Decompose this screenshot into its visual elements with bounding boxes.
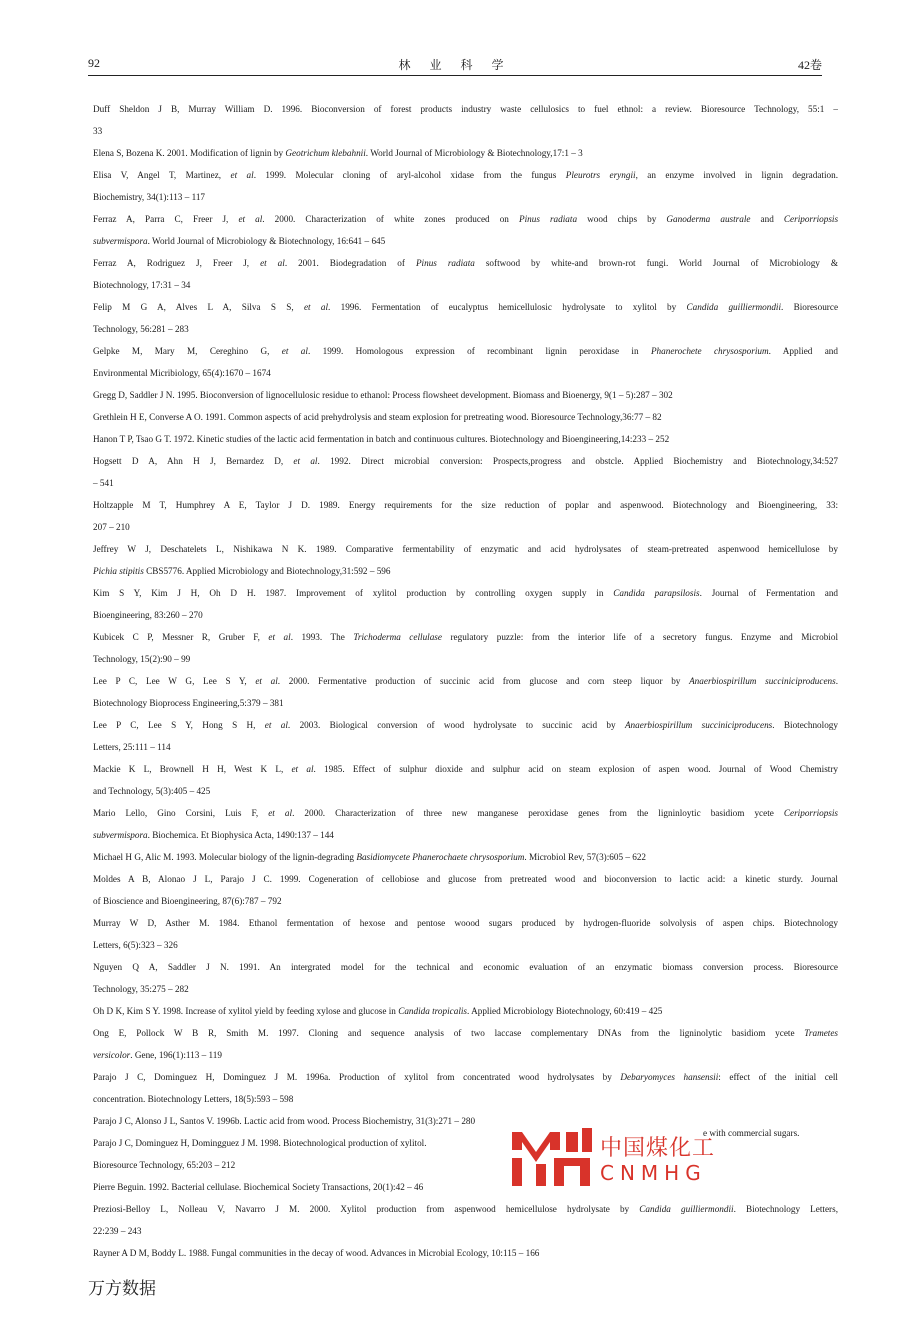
reference-entry — [93, 494, 838, 538]
reference-line-1: Michael H G, Alic M. 1993. Molecular biology of the lignin-degrading Basidiomycete Phanerochaete chrysosporium. Microbiol Rev, 57(3):605 – 622 — [93, 852, 647, 862]
reference-entry — [93, 142, 838, 164]
reference-line-1: Ferraz A, Rodriguez J, Freer J, et al. 2001. Biodegradation of Pinus radiata softwood by white-and brown-rot fungi. World Journal of Microbiology & — [93, 258, 838, 268]
reference-line-1: Ferraz A, Parra C, Freer J, et al. 2000. Characterization of white zones produced on Pinus radiata wood chips by Ganoderma australe and Ceriporriopsis — [93, 214, 838, 224]
reference-entry — [93, 846, 838, 868]
reference-entry — [93, 714, 838, 758]
reference-line-1: Lee P C, Lee S Y, Hong S H, et al. 2003. Biological conversion of wood hydrolysate to succinic acid by Anaerbiospirillum succiniciproducens. Biotechnology — [93, 720, 838, 730]
reference-line-1: Oh D K, Kim S Y. 1998. Increase of xylitol yield by feeding xylose and glucose in Candida tropicalis. Applied Microbiology Biotechnology, 60:419 – 425 — [93, 1006, 663, 1016]
watermark-footer: 万方数据 — [88, 1279, 156, 1299]
reference-line-2: Letters, 25:111 – 114 — [93, 742, 171, 752]
reference-line-1: Mackie K L, Brownell H H, West K L, et al. 1985. Effect of sulphur dioxide and sulphur acid on steam explosion of aspen wood. Journal of Wood Chemistry — [93, 764, 838, 774]
logo-chinese-text: 中国煤化工 — [600, 1136, 716, 1161]
reference-line-1: Hogsett D A, Ahn H J, Bernardez D, et al. 1992. Direct microbial conversion: Prospects,progress and obstcle. Applied Biochemistry and Biotechnology,34:527 — [93, 456, 838, 466]
reference-line-2: concentration. Biotechnology Letters, 18(5):593 – 598 — [93, 1094, 294, 1104]
journal-title: 林 业 科 学 — [398, 58, 512, 72]
volume-label: 42卷 — [797, 58, 822, 72]
reference-line-1: Pierre Beguin. 1992. Bacterial cellulase. Biochemical Society Transactions, 20(1):42 – 46 — [93, 1182, 424, 1192]
reference-line-1: Kim S Y, Kim J H, Oh D H. 1987. Improvement of xylitol production by controlling oxygen supply in Candida parapsilosis. Journal of Fermentation and — [93, 588, 838, 598]
reference-line-1: Ong E, Pollock W B R, Smith M. 1997. Cloning and sequence analysis of two laccase complementary DNAs from the ligninolytic basidiom ycete Trametes — [93, 1028, 838, 1038]
reference-line-2: Bioresource Technology, 65:203 – 212 — [93, 1160, 236, 1170]
reference-entry — [93, 868, 838, 912]
reference-tail-text: e with commercial sugars. — [703, 1128, 800, 1138]
reference-entry — [93, 1000, 838, 1022]
reference-entry — [93, 1132, 838, 1176]
reference-entry — [93, 1198, 838, 1242]
reference-line-1: Mario Lello, Gino Corsini, Luis F, et al. 2000. Characterization of three new manganese peroxidase genes from the ligninloytic basidiom ycete Ceriporriopsis — [93, 808, 838, 818]
reference-line-1: Elisa V, Angel T, Martinez, et al. 1999. Molecular cloning of aryl-alcohol xidase from the fungus Pleurotrs eryngii, an enzyme involved in lignin degradation. — [93, 170, 838, 180]
reference-line-1: Jeffrey W J, Deschatelets L, Nishikawa N K. 1989. Comparative fermentability of enzymatic and acid hydrolysates of steam-pretreated aspenwood hemicellulose by — [93, 544, 838, 554]
reference-entry — [93, 1066, 838, 1110]
reference-line-2: Biochemistry, 34(1):113 – 117 — [93, 192, 206, 202]
header-rule — [88, 75, 822, 76]
reference-entry — [93, 164, 838, 208]
reference-line-2: Pichia stipitis CBS5776. Applied Microbiology and Biotechnology,31:592 – 596 — [93, 566, 391, 576]
reference-line-1: Parajo J C, Dominguez H, Domingguez J M. 1998. Biotechnological production of xylitol. — [93, 1138, 427, 1148]
running-header — [88, 56, 822, 74]
reference-line-2: Technology, 15(2):90 – 99 — [93, 654, 191, 664]
reference-line-2: subvermispora. World Journal of Microbiology & Biotechnology, 16:641 – 645 — [93, 236, 386, 246]
reference-entry — [93, 406, 838, 428]
reference-line-2: – 541 — [93, 478, 114, 488]
cnmhg-logo — [506, 1128, 716, 1188]
reference-entry — [93, 1022, 838, 1066]
reference-list — [93, 98, 838, 1264]
reference-entry — [93, 428, 838, 450]
reference-entry — [93, 582, 838, 626]
page-number: 92 — [88, 56, 100, 70]
reference-line-2: subvermispora. Biochemica. Et Biophysica Acta, 1490:137 – 144 — [93, 830, 334, 840]
reference-line-2: and Technology, 5(3):405 – 425 — [93, 786, 211, 796]
reference-entry — [93, 802, 838, 846]
reference-entry — [93, 626, 838, 670]
reference-line-2: Technology, 35:275 – 282 — [93, 984, 189, 994]
reference-line-1: Parajo J C, Dominguez H, Dominguez J M. 1996a. Production of xylitol from concentrated wood hydrolysates by Debaryomyces hansensii: effect of the initial cell — [93, 1072, 838, 1082]
reference-line-1: Felip M G A, Alves L A, Silva S S, et al. 1996. Fermentation of eucalyptus hemicellulosic hydrolysate to xylitol by Candida guilliermondii. Bioresource — [93, 302, 838, 312]
reference-entry — [93, 538, 838, 582]
reference-line-1: Preziosi-Belloy L, Nolleau V, Navarro J M. 2000. Xylitol production from aspenwood hemicellulose hydrolysate by Candida guilliermondii. Biotechnology Letters, — [93, 1204, 838, 1214]
reference-line-1: Hanon T P, Tsao G T. 1972. Kinetic studies of the lactic acid fermentation in batch and continuous cultures. Biotechnology and Bioengineering,14:233 – 252 — [93, 434, 670, 444]
reference-entry — [93, 758, 838, 802]
reference-line-2: of Bioscience and Bioengineering, 87(6):787 – 792 — [93, 896, 282, 906]
reference-entry — [93, 1242, 838, 1264]
reference-line-2: Technology, 56:281 – 283 — [93, 324, 189, 334]
reference-line-1: Elena S, Bozena K. 2001. Modification of lignin by Geotrichum klebahnii. World Journal of Microbiology & Biotechnology,17:1 – 3 — [93, 148, 583, 158]
reference-entry — [93, 1176, 838, 1198]
reference-line-1: Rayner A D M, Boddy L. 1988. Fungal communities in the decay of wood. Advances in Microbial Ecology, 10:115 – 166 — [93, 1248, 540, 1258]
reference-entry — [93, 384, 838, 406]
reference-line-1: Holtzapple M T, Humphrey A E, Taylor J D. 1989. Energy requirements for the size reduction of poplar and aspenwood. Biotechnology and Bioengineering, 33: — [93, 500, 838, 510]
reference-line-2: Environmental Micribiology, 65(4):1670 – 1674 — [93, 368, 271, 378]
reference-line-2: 207 – 210 — [93, 522, 130, 532]
reference-entry — [93, 670, 838, 714]
reference-entry — [93, 208, 838, 252]
reference-line-2: versicolor. Gene, 196(1):113 – 119 — [93, 1050, 222, 1060]
logo-mark-icon — [506, 1128, 598, 1188]
reference-line-1: Parajo J C, Alonso J L, Santos V. 1996b. Lactic acid from wood. Process Biochemistry, 31(3):271 – 280 — [93, 1116, 476, 1126]
reference-line-2: 22:239 – 243 — [93, 1226, 142, 1236]
reference-line-1: Kubicek C P, Messner R, Gruber F, et al. 1993. The Trichoderma cellulase regulatory puzzle: from the interior life of a secretory fungus. Enzyme and Microbiol — [93, 632, 838, 642]
reference-entry — [93, 340, 838, 384]
reference-line-1: Nguyen Q A, Saddler J N. 1991. An intergrated model for the technical and economic evaluation of an enzymatic biomass conversion process. Bioresource — [93, 962, 838, 972]
logo-latin-text: CNMHG — [600, 1161, 707, 1185]
reference-line-1: Grethlein H E, Converse A O. 1991. Common aspects of acid prehydrolysis and steam explosion for pretreating wood. Bioresource Technology,36:77 – 82 — [93, 412, 662, 422]
reference-line-1: Moldes A B, Alonao J L, Parajo J C. 1999. Cogeneration of cellobiose and glucose from pretreated wood and bioconversion to lactic acid: a kinetic sturdy. Journal — [93, 874, 838, 884]
reference-line-1: Duff Sheldon J B, Murray William D. 1996. Bioconversion of forest products industry waste cellulosics to fuel ethnol: a review. Bioresource Technology, 55:1 – — [93, 104, 838, 114]
reference-line-1: Gregg D, Saddler J N. 1995. Bioconversion of lignocellulosic residue to ethanol: Process flowsheet development. Biomass and Bioenergy, 9(1 – 5):287 – 302 — [93, 390, 673, 400]
reference-line-2: Biotechnology, 17:31 – 34 — [93, 280, 191, 290]
reference-line-2: Biotechnology Bioprocess Engineering,5:379 – 381 — [93, 698, 284, 708]
reference-entry — [93, 98, 838, 142]
reference-entry — [93, 956, 838, 1000]
reference-line-1: Murray W D, Asther M. 1984. Ethanol fermentation of hexose and pentose woood sugars produced by hydrogen-fluoride solvolysis of aspen chips. Biotechnology — [93, 918, 838, 928]
reference-line-2: Bioengineering, 83:260 – 270 — [93, 610, 203, 620]
reference-line-1: Gelpke M, Mary M, Cereghino G, et al. 1999. Homologous expression of recombinant lignin peroxidase in Phanerochete chrysosporium. Applied and — [93, 346, 838, 356]
reference-line-1: Lee P C, Lee W G, Lee S Y, et al. 2000. Fermentative production of succinic acid from glucose and corn steep liquor by Anaerbiospirillum succiniciproducens. — [93, 676, 838, 686]
reference-line-2: Letters, 6(5):323 – 326 — [93, 940, 178, 950]
reference-entry — [93, 252, 838, 296]
reference-entry — [93, 296, 838, 340]
reference-entry — [93, 912, 838, 956]
reference-line-2: 33 — [93, 126, 103, 136]
reference-entry — [93, 450, 838, 494]
